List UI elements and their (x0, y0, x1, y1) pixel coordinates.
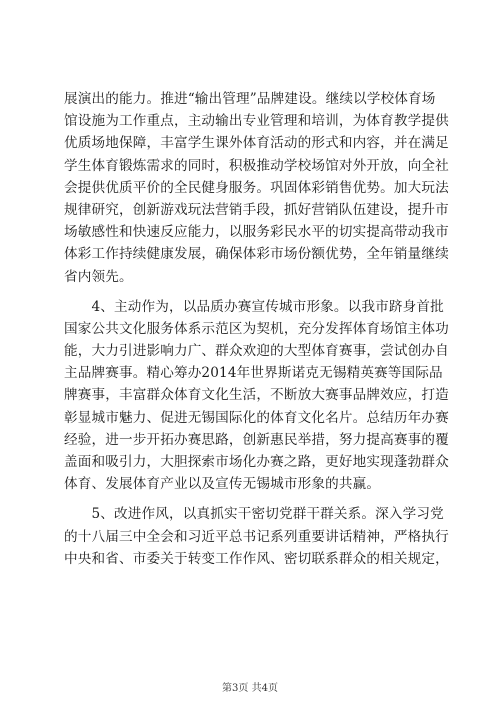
text-line: 会提供优质平价的全民健身服务。巩固体彩销售优势。加大玩法 (64, 179, 449, 196)
text-line: 中央和省、市委关于转变工作作风、密切联系群众的相关规定， (64, 550, 449, 567)
text-line: 牌赛事，丰富群众体育文化生活，不断放大赛事品牌效应，打造 (64, 387, 449, 404)
text-line: 主品牌赛事。精心筹办2014年世界斯诺克无锡精英赛等国际品 (64, 365, 443, 382)
text-line: 省内领先。 (64, 268, 133, 285)
paragraph-1 (64, 88, 449, 288)
paragraph-spacer (64, 288, 444, 296)
paragraph-spacer (64, 495, 444, 503)
text-line: 规律研究，创新游戏玩法营销手段，抓好营销队伍建设，提升市 (64, 201, 449, 218)
page-footer (0, 679, 500, 694)
text-line: 馆设施为工作重点，主动输出专业管理和培训，为体育教学提供 (64, 113, 449, 130)
text-line: 彰显城市魅力、促进无锡国际化的体育文化名片。总结历年办赛 (64, 409, 449, 426)
text-line: 学生体育锻炼需求的同时，积极推动学校场馆对外开放，向全社 (64, 157, 449, 174)
text-line: 体彩工作持续健康发展，确保体彩市场份额优势，全年销量继续 (64, 246, 449, 263)
text-line: 场敏感性和快速反应能力，以服务彩民水平的切实提高带动我市 (64, 224, 449, 241)
text-line: 优质场地保障，丰富学生课外体育活动的形式和内容，并在满足 (64, 135, 449, 152)
text-line: 4、主动作为，以品质办赛宣传城市形象。以我市跻身首批 (64, 298, 444, 315)
text-line: 展演出的能力。推进“输出管理”品牌建设。继续以学校体育场 (64, 91, 436, 107)
paragraph-3 (64, 503, 449, 570)
paragraph-2 (64, 296, 449, 496)
text-line: 的十八届三中全会和习近平总书记系列重要讲话精神，严格执行 (64, 528, 449, 545)
body-text (64, 88, 449, 570)
text-line: 盖面和吸引力，大胆探索市场化办赛之路，更好地实现蓬勃群众 (64, 454, 449, 470)
page-number: 第3页 共4页 (222, 683, 278, 694)
text-line: 5、改进作风，以真抓实干密切党群干群关系。深入学习党 (64, 506, 444, 523)
text-line: 体育、发展体育产业以及宣传无锡城市形象的共赢。 (64, 476, 381, 493)
text-line: 能，大力引进影响力广、群众欢迎的大型体育赛事，尝试创办自 (64, 343, 449, 360)
text-line: 经验，进一步开拓办赛思路，创新惠民举措，努力提高赛事的覆 (64, 431, 449, 448)
text-line: 国家公共文化服务体系示范区为契机，充分发挥体育场馆主体功 (64, 320, 449, 337)
